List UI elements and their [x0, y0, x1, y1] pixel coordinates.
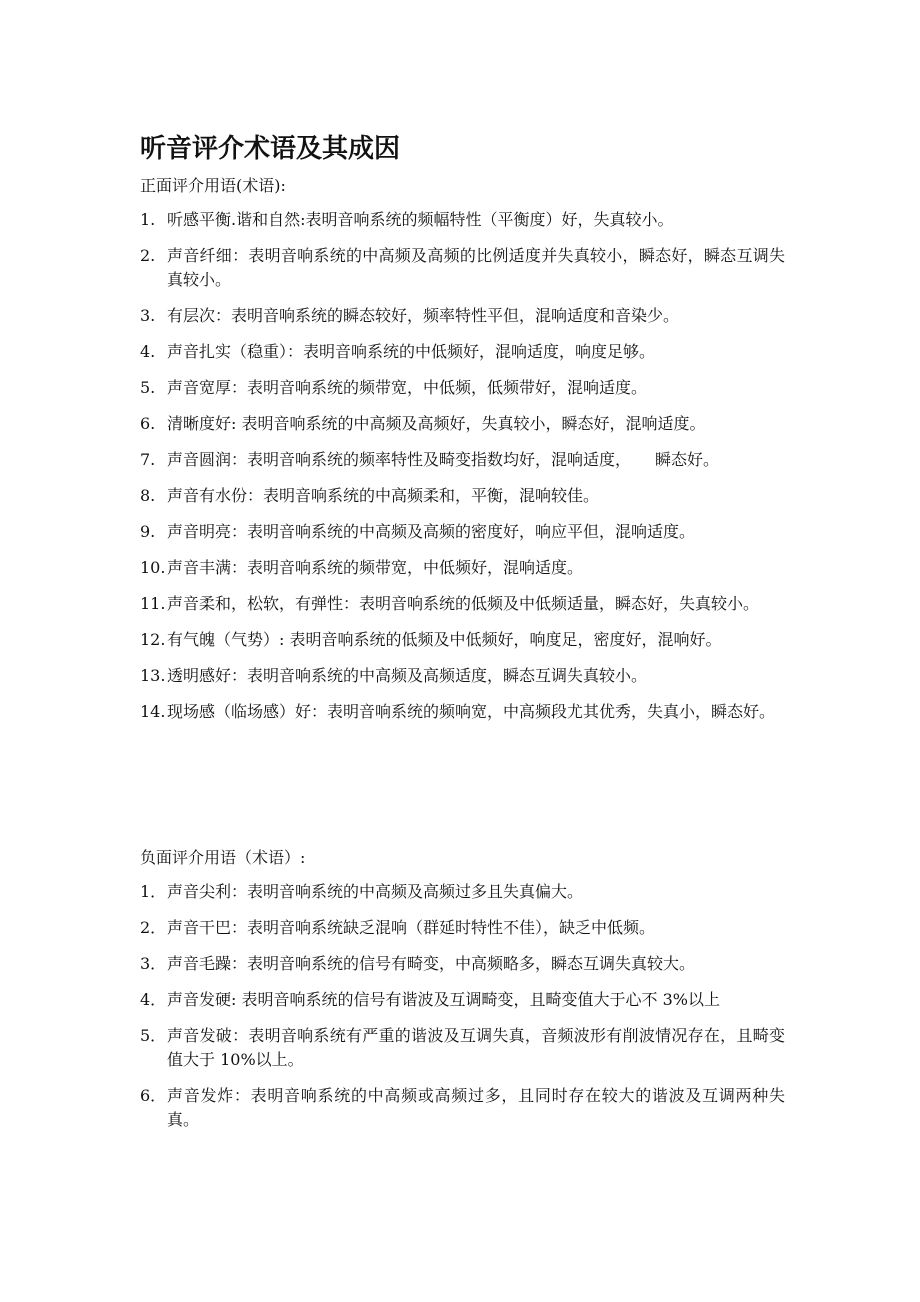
list-item [140, 628, 785, 652]
positive-terms-heading: 正面评介用语(术语): [140, 176, 286, 195]
page-title: 听音评介术语及其成因 [140, 134, 401, 164]
list-item-text: 声音发炸：表明音响系统的中高频或高频过多，且同时存在较大的谐波及互调两种失真。 [167, 1086, 785, 1129]
list-item-number: 8. [140, 486, 156, 505]
list-item-number: 12. [140, 630, 166, 649]
list-item-number: 2. [140, 246, 156, 265]
list-item-number: 5. [140, 378, 156, 397]
list-item [140, 304, 785, 328]
list-item-text: 声音有水份：表明音响系统的中高频柔和，平衡，混响较佳。 [167, 486, 600, 505]
list-item [140, 448, 785, 472]
list-item-text: 现场感（临场感）好：表明音响系统的频响宽，中高频段尤其优秀，失真小，瞬态好。 [167, 702, 776, 721]
list-item-number: 4． [140, 990, 167, 1009]
list-item-text: 声音宽厚：表明音响系统的频带宽，中低频，低频带好，混响适度。 [167, 378, 648, 397]
list-item-number: 13. [140, 666, 166, 685]
list-item-text: 声音丰满：表明音响系统的频带宽，中低频好，混响适度。 [167, 558, 584, 577]
list-item-text: 声音纤细：表明音响系统的中高频及高频的比例适度并失真较小，瞬态好，瞬态互调失真较小。 [167, 246, 785, 289]
list-item-number: 9. [140, 522, 156, 541]
list-item [140, 1024, 785, 1072]
list-item [140, 244, 785, 292]
list-item-number: 1. [140, 210, 156, 229]
list-item [140, 1084, 785, 1132]
list-item-text: 声音柔和，松软，有弹性：表明音响系统的低频及中低频适量，瞬态好，失真较小。 [167, 594, 760, 613]
list-item [140, 520, 785, 544]
list-item-number: 2． [140, 918, 167, 937]
list-item-text: 声音尖利：表明音响系统的中高频及高频过多且失真偏大。 [167, 882, 584, 901]
list-item-number: 14. [140, 702, 166, 721]
negative-terms-heading: 负面评介用语（术语）: [140, 848, 306, 867]
positive-terms-list [140, 208, 785, 736]
list-item-text: 有气魄（气势）: 表明音响系统的低频及中低频好，响度足，密度好，混响好。 [167, 630, 722, 649]
list-item [140, 376, 785, 400]
list-item-text: 声音发硬: 表明音响系统的信号有谐波及互调畸变，且畸变值大于心不 3%以上 [167, 990, 720, 1009]
list-item-text: 有层次：表明音响系统的瞬态较好，频率特性平但，混响适度和音染少。 [167, 306, 680, 325]
list-item [140, 988, 785, 1012]
list-item-number: 6． [140, 1086, 167, 1105]
list-item [140, 592, 785, 616]
list-item-text: 声音扎实（稳重）：表明音响系统的中低频好，混响适度，响度足够。 [167, 342, 656, 361]
list-item-number: 10. [140, 558, 166, 577]
list-item [140, 412, 785, 436]
list-item-text: 声音明亮：表明音响系统的中高频及高频的密度好，响应平但，混响适度。 [167, 522, 696, 541]
list-item-text: 透明感好：表明音响系统的中高频及高频适度，瞬态互调失真较小。 [167, 666, 648, 685]
list-item-text: 听感平衡.谐和自然:表明音响系统的频幅特性（平衡度）好，失真较小。 [167, 210, 674, 229]
list-item-number: 7. [140, 450, 156, 469]
list-item-number: 5． [140, 1026, 167, 1045]
list-item [140, 484, 785, 508]
list-item-number: 6. [140, 414, 156, 433]
list-item [140, 880, 785, 904]
list-item [140, 208, 785, 232]
list-item-number: 11. [140, 594, 166, 613]
list-item-number: 3． [140, 954, 167, 973]
list-item-text: 声音毛躁：表明音响系统的信号有畸变，中高频略多，瞬态互调失真较大。 [167, 954, 696, 973]
list-item [140, 340, 785, 364]
list-item [140, 952, 785, 976]
list-item-text: 声音干巴：表明音响系统缺乏混响（群延时特性不佳），缺乏中低频。 [167, 918, 656, 937]
negative-terms-list [140, 880, 785, 1144]
list-item-number: 1． [140, 882, 167, 901]
list-item-text: 清晰度好: 表明音响系统的中高频及高频好，失真较小，瞬态好，混响适度。 [167, 414, 706, 433]
list-item-number: 3. [140, 306, 156, 325]
list-item [140, 664, 785, 688]
list-item [140, 700, 785, 724]
list-item-text: 声音圆润：表明音响系统的频率特性及畸变指数均好，混响适度， 瞬态好。 [167, 450, 720, 469]
list-item [140, 556, 785, 580]
list-item-number: 4. [140, 342, 156, 361]
list-item-text: 声音发破：表明音响系统有严重的谐波及互调失真，音频波形有削波情况存在，且畸变值大于 10%以上。 [167, 1026, 785, 1069]
list-item [140, 916, 785, 940]
